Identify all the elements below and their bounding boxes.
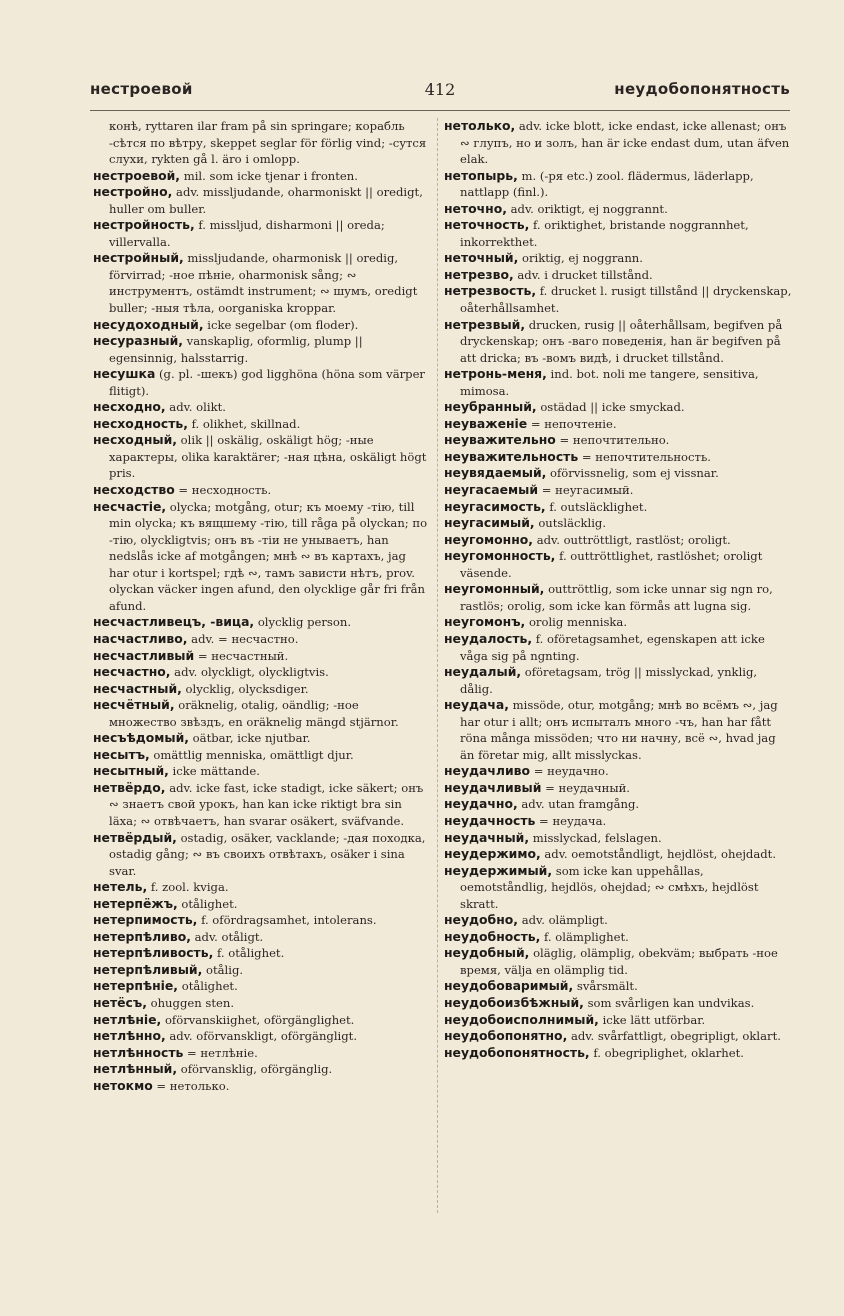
- dictionary-entry: [93, 747, 428, 764]
- entry-headword: несчастный,: [93, 680, 182, 696]
- dictionary-entry: [93, 730, 428, 747]
- dictionary-entry: [93, 499, 428, 615]
- dictionary-entry: [444, 863, 792, 913]
- entry-definition: = непочтеніе.: [530, 416, 617, 431]
- dictionary-entry: [444, 763, 792, 780]
- dictionary-entry: [93, 995, 428, 1012]
- entry-headword: неудобопонятно,: [444, 1028, 568, 1044]
- dictionary-entry: [93, 962, 428, 979]
- entry-definition: = неудачно.: [533, 764, 609, 779]
- entry-definition: ostadig, osäker, vacklande; -дая походка, ostadig gång; ∾ въ своихъ отвѣтахъ, osäker i sina svar.: [109, 830, 426, 878]
- entry-definition: = неудача.: [539, 813, 607, 828]
- entry-headword: несходно,: [93, 399, 166, 415]
- entry-definition: icke segelbar (om floder).: [207, 317, 359, 332]
- entry-definition: svårsmält.: [576, 979, 638, 994]
- entry-definition: ostädad || icke smyckad.: [540, 400, 685, 415]
- entry-headword: нестройно,: [93, 184, 173, 200]
- dictionary-entry: [444, 995, 792, 1012]
- dictionary-entry: [93, 614, 428, 631]
- entry-headword: нетлѣніе,: [93, 1011, 162, 1027]
- entry-definition: adv. olämpligt.: [521, 913, 608, 928]
- entry-definition: missljudande, oharmonisk || oredig, förvirrad; -ное пѣніе, oharmonisk sång; ∾ инструментъ, ostämdt instrument; ∾ шумъ, oredigt buller; -ныя тѣла, oorganiska kroppar.: [109, 251, 418, 316]
- entry-headword: несушка: [93, 366, 156, 382]
- entry-definition: f. outsläcklighet.: [549, 499, 648, 514]
- entry-definition: oräknelig, otalig, oändlig; -ное множество звѣздъ, en oräknelig mängd stjärnor.: [109, 698, 399, 729]
- entry-headword: неудачливый: [444, 779, 542, 795]
- entry-definition: f. oriktighet, bristande noggrannhet, inkorrekthet.: [460, 218, 749, 249]
- dictionary-entry: [444, 168, 792, 201]
- header-right-guide-word: неудобопонятность: [614, 80, 790, 98]
- entry-definition: f. olikhet, skillnad.: [191, 416, 301, 431]
- entry-headword: нетолько,: [444, 118, 516, 133]
- entry-headword: нетерпѣніе,: [93, 978, 179, 994]
- entry-definition: drucken, rusig || oåterhållsam, begifven på dryckenskap; онъ -ваго поведенія, han är begifven på att dricka; въ -вомъ видѣ, i drucket tillstånd.: [460, 317, 783, 365]
- entry-definition: missöde, otur, motgång; мнѣ во всёмъ ∾, jag har otur i allt; онъ испыталъ много -чъ, han har fått röna många missöden; что ни начну, всё ∾, hvad jag än företar mig, allt misslyckas.: [460, 698, 778, 762]
- entry-headword: нетвёрдый,: [93, 829, 177, 845]
- dictionary-entry: [444, 250, 792, 267]
- dictionary-entry: [444, 830, 792, 847]
- entry-definition: adv. icke fast, icke stadigt, icke säkert; онъ ∾ знаетъ свой урокъ, han kan icke riktigt bra sin läxa; ∾ отвѣчаетъ, han svarar osäkert, sväfvande.: [109, 780, 424, 828]
- dictionary-entry: [93, 664, 428, 681]
- dictionary-entry: [444, 846, 792, 863]
- entry-headword: нетерпимость,: [93, 912, 198, 928]
- dictionary-entry: [444, 399, 792, 416]
- entry-headword: нетёсъ,: [93, 994, 147, 1010]
- entry-definition: f. oföretagsamhet, egenskapen att icke våga sig på ngnting.: [460, 631, 765, 663]
- dictionary-entry: [444, 515, 792, 532]
- entry-headword: неудобоисполнимый,: [444, 1011, 599, 1027]
- dictionary-entry: [444, 631, 792, 664]
- dictionary-entry: [93, 118, 428, 168]
- entry-headword: неугасимость,: [444, 498, 546, 514]
- entry-headword: несходный,: [93, 432, 177, 448]
- entry-definition: otålighet.: [181, 896, 238, 911]
- dictionary-entry: [93, 929, 428, 946]
- entry-headword: несудоходный,: [93, 316, 204, 332]
- entry-definition: adv. olyckligt, olyckligtvis.: [174, 665, 329, 680]
- entry-definition: icke lätt utförbar.: [602, 1012, 706, 1027]
- dictionary-entry: [93, 780, 428, 830]
- entry-headword: нетрезво,: [444, 266, 514, 282]
- entry-headword: неуваженіе: [444, 415, 528, 431]
- dictionary-entry: [93, 1061, 428, 1078]
- dictionary-entry: [444, 499, 792, 516]
- entry-headword: нетлѣнность: [93, 1044, 184, 1060]
- entry-headword: неувядаемый,: [444, 465, 547, 481]
- entry-definition: конѣ, ryttaren ilar fram på sin springare; корабль -сѣтся по вѣтру, skeppet seglar för förlig vind; -сутся слухи, rykten gå l. äro i omlopp.: [109, 119, 427, 167]
- entry-definition: adv. missljudande, oharmoniskt || oredigt, huller om buller.: [109, 185, 423, 216]
- entry-headword: насчастливо,: [93, 630, 188, 646]
- column-divider: [437, 118, 439, 1213]
- page-number: 412: [424, 80, 456, 99]
- entry-definition: ind. bot. noli me tangere, sensitiva, mimosa.: [460, 367, 759, 398]
- entry-definition: outsläcklig.: [538, 516, 607, 531]
- dictionary-entry: [93, 1012, 428, 1029]
- dictionary-entry: [444, 283, 792, 316]
- entry-headword: несъѣдомый,: [93, 730, 189, 746]
- entry-headword: неудалость,: [444, 630, 533, 646]
- dictionary-entry: [93, 333, 428, 366]
- entry-definition: = нетолько.: [156, 1078, 230, 1093]
- dictionary-entry: [444, 978, 792, 995]
- entry-definition: = неудачный.: [545, 780, 630, 795]
- entry-definition: oförvansklig, oförgänglig.: [180, 1062, 333, 1077]
- dictionary-entry: [93, 763, 428, 780]
- dictionary-entry: [93, 830, 428, 880]
- entry-headword: нестройный,: [93, 250, 184, 266]
- dictionary-entry: [444, 929, 792, 946]
- header-rule: [90, 110, 790, 111]
- entry-definition: vanskaplig, oformlig, plump || egensinnig, halsstarrig.: [109, 334, 363, 365]
- dictionary-entry: [444, 1012, 792, 1029]
- entry-headword: неточно,: [444, 200, 507, 216]
- entry-definition: adv. oriktigt, ej noggrannt.: [510, 201, 668, 216]
- dictionary-entry: [93, 217, 428, 250]
- left-column: [93, 118, 428, 1094]
- entry-headword: несчастливецъ, -вица,: [93, 614, 255, 630]
- entry-headword: нетерпёжъ,: [93, 895, 178, 911]
- entry-definition: adv. i drucket tillstånd.: [517, 267, 653, 282]
- entry-definition: icke mättande.: [172, 764, 260, 779]
- entry-headword: нетокмо: [93, 1077, 153, 1093]
- entry-headword: нестройность,: [93, 217, 195, 233]
- dictionary-entry: [444, 780, 792, 797]
- dictionary-entry: [444, 317, 792, 367]
- entry-headword: неудобно,: [444, 912, 518, 928]
- dictionary-entry: [444, 118, 792, 168]
- entry-definition: oförvanskiighet, oförgänglighet.: [164, 1012, 355, 1027]
- dictionary-entry: [444, 366, 792, 399]
- entry-definition: olik || oskälig, oskäligt hög; -ные характеры, olika karaktärer; -ная цѣна, oskäligt högt pris.: [109, 433, 427, 481]
- entry-definition: = несчастный.: [197, 648, 289, 663]
- entry-headword: нетрезвость,: [444, 283, 537, 299]
- entry-headword: неуважительно: [444, 432, 556, 448]
- entry-headword: неудержимо,: [444, 846, 541, 862]
- entry-definition: adv. = несчастно.: [191, 631, 299, 646]
- entry-headword: неудобопонятность,: [444, 1044, 590, 1060]
- dictionary-entry: [444, 432, 792, 449]
- entry-definition: = неугасимый.: [541, 483, 634, 498]
- dictionary-entry: [93, 168, 428, 185]
- entry-definition: f. otålighet.: [216, 946, 285, 961]
- dictionary-entry: [93, 432, 428, 482]
- dictionary-entry: [444, 664, 792, 697]
- entry-headword: нетерпѣливо,: [93, 928, 191, 944]
- entry-headword: несытный,: [93, 763, 169, 779]
- dictionary-entry: [444, 548, 792, 581]
- entry-headword: неудобоизбѣжный,: [444, 994, 584, 1010]
- entry-definition: otålighet.: [181, 979, 238, 994]
- entry-headword: несчастно,: [93, 664, 171, 680]
- entry-headword: нетель,: [93, 879, 148, 895]
- entry-definition: omättlig menniska, omättligt djur.: [153, 747, 354, 762]
- entry-headword: неудачно,: [444, 796, 518, 812]
- entry-definition: = непочтительность.: [581, 449, 711, 464]
- dictionary-entry: [444, 532, 792, 549]
- dictionary-entry: [444, 1045, 792, 1062]
- entry-definition: f. outtröttlighet, rastlöshet; oroligt väsende.: [460, 549, 763, 580]
- entry-definition: m. (-ря etc.) zool. flädermus, läderlapp, nattlapp (finl.).: [460, 168, 754, 200]
- entry-headword: неудержимый,: [444, 862, 553, 878]
- entry-definition: = непочтительно.: [559, 433, 670, 448]
- dictionary-entry: [444, 581, 792, 614]
- entry-headword: нетлѣнный,: [93, 1061, 178, 1077]
- entry-headword: нетлѣнно,: [93, 1028, 166, 1044]
- entry-definition: adv. icke blott, icke endast, icke allenast; онъ ∾ глупъ, но и золъ, han är icke endast dum, utan äfven elak.: [460, 119, 790, 167]
- entry-definition: f. zool. kviga.: [150, 880, 229, 895]
- entry-headword: нетопырь,: [444, 167, 518, 183]
- entry-headword: неуважительность: [444, 448, 579, 464]
- dictionary-entry: [93, 1078, 428, 1095]
- dictionary-entry: [93, 681, 428, 698]
- dictionary-entry: [444, 614, 792, 631]
- entry-definition: olycka; motgång, otur; къ моему -тію, till min olycka; къ вящшему -тію, till råga på olyckan; по -тію, olyckligtvis; онъ въ -тіи не унываетъ, han nedslås icke af motgången; мнѣ ∾ въ картахъ, jag har otur i kortspel; гдѣ ∾, тамъ зависти нѣтъ, prov. olyckan väcker ingen afund, den olycklige går fri från afund.: [109, 499, 428, 613]
- entry-definition: adv. oemotståndligt, hejdlöst, ohejdadt.: [544, 847, 777, 862]
- entry-definition: adv. utan framgång.: [521, 797, 640, 812]
- entry-definition: f. drucket l. rusigt tillstånd || dryckenskap, oåterhållsamhet.: [460, 284, 792, 316]
- entry-definition: som icke kan uppehållas, oemotståndlig, hejdlös, ohejdad; ∾ смѣхъ, hejdlöst skratt.: [460, 863, 759, 911]
- dictionary-entry: [444, 465, 792, 482]
- entry-definition: oläglig, olämplig, obekväm; выбрать -ное время, välja en olämplig tid.: [460, 946, 778, 977]
- dictionary-entry: [93, 945, 428, 962]
- dictionary-entry: [444, 945, 792, 978]
- right-column: [444, 118, 792, 1061]
- entry-headword: неудачливо: [444, 763, 531, 779]
- dictionary-entry: [444, 813, 792, 830]
- dictionary-entry: [93, 482, 428, 499]
- entry-headword: неудобоваримый,: [444, 978, 574, 994]
- entry-definition: f. missljud, disharmoni || oreda; villervalla.: [109, 218, 385, 249]
- entry-definition: oätbar, icke njutbar.: [192, 731, 311, 746]
- dictionary-entry: [444, 267, 792, 284]
- dictionary-entry: [93, 697, 428, 730]
- dictionary-entry: [93, 416, 428, 433]
- entry-headword: несходство: [93, 482, 175, 498]
- dictionary-entry: [93, 184, 428, 217]
- entry-definition: f. olämplighet.: [544, 929, 629, 944]
- entry-headword: несчастіе,: [93, 498, 167, 514]
- dictionary-entry: [93, 896, 428, 913]
- dictionary-entry: [93, 250, 428, 316]
- entry-headword: несуразный,: [93, 333, 183, 349]
- entry-headword: неубранный,: [444, 399, 537, 415]
- dictionary-entry: [93, 399, 428, 416]
- entry-headword: неугомонъ,: [444, 614, 526, 630]
- entry-definition: olycklig, olycksdiger.: [185, 681, 309, 696]
- entry-definition: adv. oförvanskligt, oförgängligt.: [169, 1029, 358, 1044]
- entry-definition: olycklig person.: [257, 615, 352, 630]
- entry-definition: ohuggen sten.: [150, 995, 235, 1010]
- entry-definition: misslyckad, felslagen.: [532, 830, 662, 845]
- entry-headword: неудача,: [444, 697, 509, 713]
- entry-headword: несходность,: [93, 415, 188, 431]
- entry-definition: adv. outtröttligt, rastlöst; oroligt.: [536, 532, 731, 547]
- entry-headword: неудобный,: [444, 945, 530, 961]
- entry-definition: outtröttlig, som icke unnar sig ngn ro, rastlös; orolig, som icke kan förmås att lugna sig.: [460, 582, 773, 613]
- page-header: [90, 80, 790, 104]
- dictionary-entry: [444, 449, 792, 466]
- entry-definition: adv. otåligt.: [194, 929, 264, 944]
- dictionary-entry: [93, 366, 428, 399]
- entry-definition: oriktig, ej noggrann.: [522, 251, 643, 266]
- dictionary-entry: [93, 1045, 428, 1062]
- dictionary-entry: [93, 912, 428, 929]
- entry-definition: orolig menniska.: [528, 615, 628, 630]
- entry-headword: неудачный,: [444, 829, 530, 845]
- dictionary-entry: [444, 1028, 792, 1045]
- entry-definition: som svårligen kan undvikas.: [587, 995, 755, 1010]
- entry-headword: неудобность,: [444, 928, 541, 944]
- entry-headword: несытъ,: [93, 746, 150, 762]
- entry-definition: oförvissnelig, som ej vissnar.: [550, 466, 719, 481]
- entry-headword: нетерпѣливый,: [93, 961, 203, 977]
- entry-definition: adv. olikt.: [169, 400, 226, 415]
- dictionary-entry: [93, 648, 428, 665]
- entry-headword: несчастливый: [93, 647, 195, 663]
- entry-headword: нетрезвый,: [444, 316, 526, 332]
- dictionary-entry: [93, 879, 428, 896]
- entry-headword: нетронь-меня,: [444, 366, 547, 382]
- dictionary-entry: [444, 697, 792, 763]
- dictionary-entry: [93, 317, 428, 334]
- entry-definition: otålig.: [205, 962, 244, 977]
- entry-headword: неугасаемый: [444, 482, 539, 498]
- dictionary-entry: [444, 217, 792, 250]
- dictionary-entry: [444, 912, 792, 929]
- entry-definition: oföretagsam, trög || misslyckad, ynklig, dålig.: [460, 665, 758, 696]
- dictionary-entry: [444, 416, 792, 433]
- entry-definition: adv. svårfattligt, obegripligt, oklart.: [570, 1029, 781, 1044]
- dictionary-entry: [444, 796, 792, 813]
- entry-headword: нетерпѣливость,: [93, 945, 214, 961]
- entry-definition: mil. som icke tjenar i fronten.: [183, 168, 358, 183]
- entry-headword: нестроевой,: [93, 167, 181, 183]
- entry-headword: неугасимый,: [444, 515, 535, 531]
- dictionary-entry: [444, 201, 792, 218]
- dictionary-entry: [444, 482, 792, 499]
- entry-definition: (g. pl. -шекъ) god ligghöna (höna som värper flitigt).: [109, 367, 425, 398]
- entry-headword: неугомонность,: [444, 548, 556, 564]
- dictionary-entry: [93, 978, 428, 995]
- entry-headword: неточность,: [444, 217, 530, 233]
- header-left-guide-word: нестроевой: [90, 80, 193, 98]
- entry-definition: = несходность.: [178, 483, 272, 498]
- entry-headword: неугомонно,: [444, 531, 534, 547]
- entry-definition: f. ofördragsamhet, intolerans.: [201, 913, 377, 928]
- dictionary-entry: [93, 631, 428, 648]
- entry-definition: f. obegriplighet, oklarhet.: [593, 1045, 744, 1060]
- entry-headword: неудачность: [444, 812, 536, 828]
- entry-headword: нетвёрдо,: [93, 779, 166, 795]
- entry-headword: неудалый,: [444, 664, 522, 680]
- dictionary-entry: [93, 1028, 428, 1045]
- entry-headword: неугомонный,: [444, 581, 545, 597]
- entry-headword: несчётный,: [93, 697, 175, 713]
- entry-headword: неточный,: [444, 250, 519, 266]
- entry-definition: = нетлѣніе.: [187, 1045, 258, 1060]
